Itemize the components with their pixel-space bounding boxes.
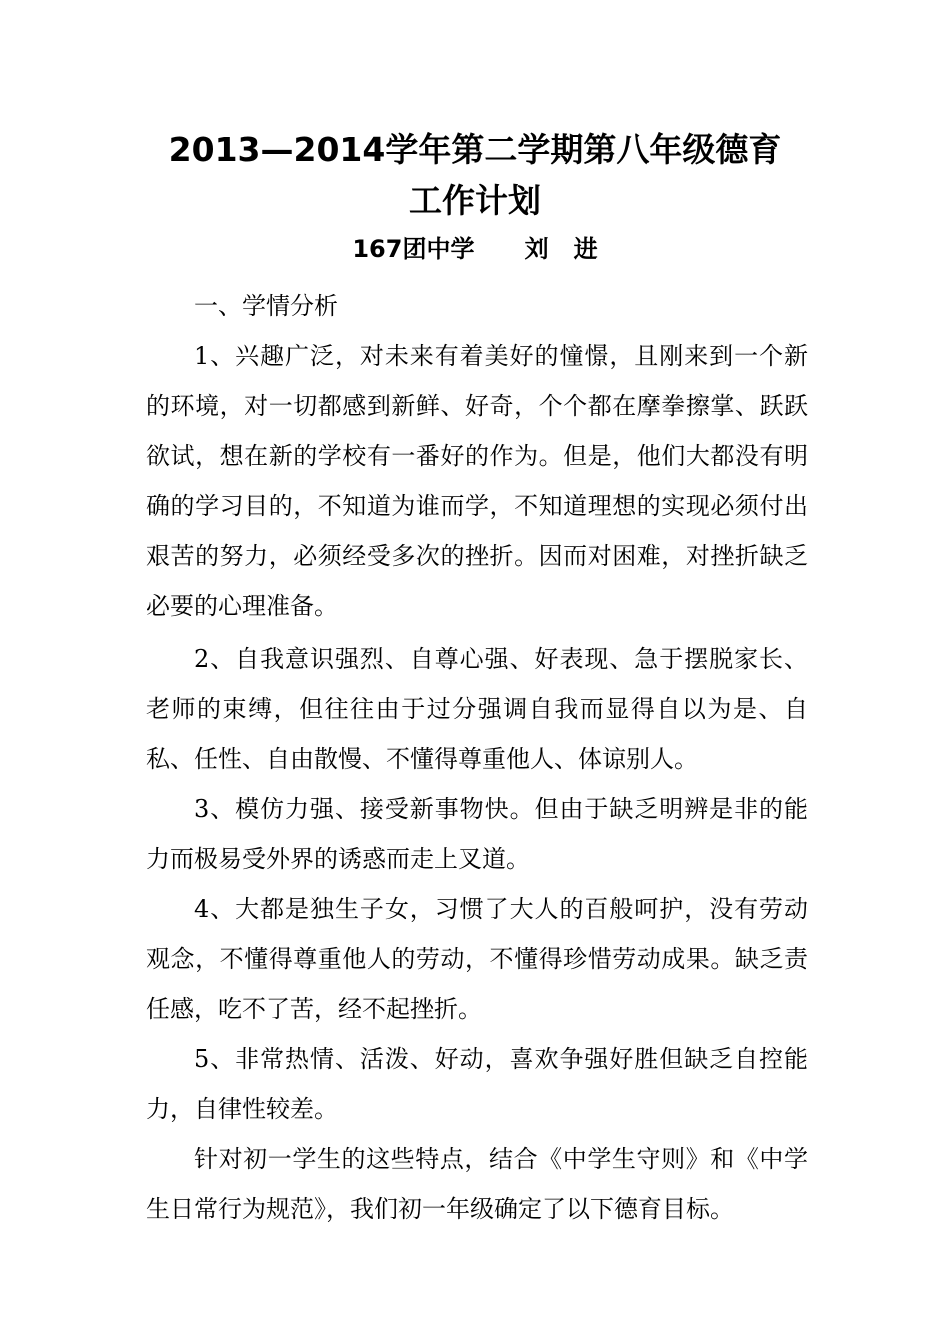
document-title-line2: 工作计划 [409, 181, 541, 220]
paragraph-6: 针对初一学生的这些特点，结合《中学生守则》和《中学生日常行为规范》，我们初一年级确定了以下德育目标。 [146, 1145, 808, 1223]
paragraph-5: 5、非常热情、活泼、好动，喜欢争强好胜但缺乏自控能力，自律性较差。 [146, 1045, 808, 1123]
paragraph-3: 3、模仿力强、接受新事物快。但由于缺乏明辨是非的能力而极易受外界的诱惑而走上叉道。 [146, 795, 808, 873]
paragraph-4: 4、大都是独生子女，习惯了大人的百般呵护，没有劳动观念，不懂得尊重他人的劳动，不懂得珍惜劳动成果。缺乏责任感，吃不了苦，经不起挫折。 [146, 895, 808, 1023]
paragraph-1: 1、兴趣广泛，对未来有着美好的憧憬，且刚来到一个新的环境，对一切都感到新鲜、好奇，个个都在摩拳擦掌、跃跃欲试，想在新的学校有一番好的作为。但是，他们大都没有明确的学习目的，不知道为谁而学，不知道理想的实现必须付出艰苦的努力，必须经受多次的挫折。因而对困难，对挫折缺乏必要的心理准备。 [146, 342, 808, 620]
section-heading: 一、学情分析 [194, 292, 338, 320]
paragraph-2: 2、自我意识强烈、自尊心强、好表现、急于摆脱家长、老师的束缚，但往往由于过分强调自我而显得自以为是、自私、任性、自由散慢、不懂得尊重他人、体谅别人。 [146, 645, 808, 773]
document-title-line1: 2013—2014学年第二学期第八年级德育 [168, 130, 782, 169]
document-byline: 167团中学 刘 进 [352, 235, 598, 263]
document-body [146, 281, 808, 1234]
